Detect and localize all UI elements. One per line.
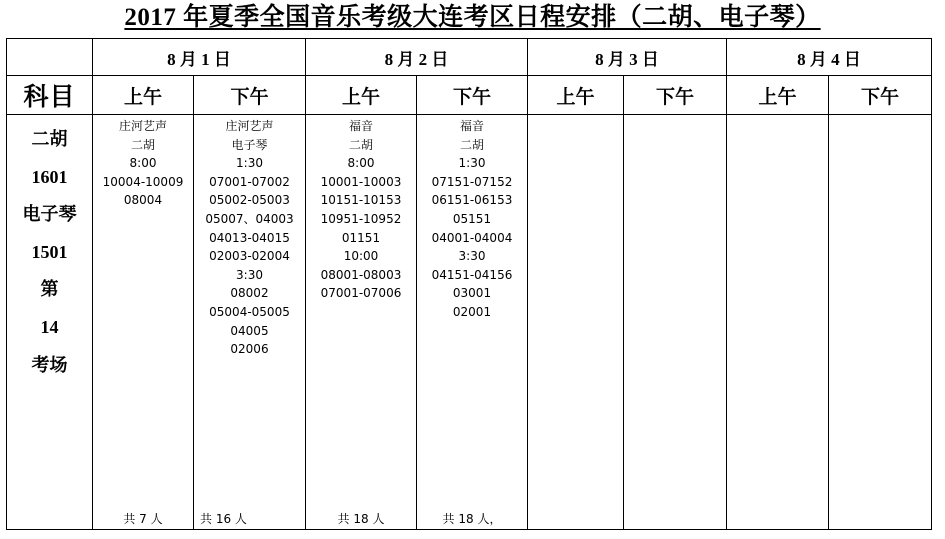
- slot-entry-line: 10004-10009: [102, 174, 184, 189]
- slot-entry-line: 04001-04004: [431, 230, 513, 245]
- morning-header: 上午: [528, 76, 624, 115]
- subject-line: 二胡: [31, 129, 68, 149]
- slot-entry-line: 福音: [459, 119, 484, 133]
- slot-entry-line: 08001-08003: [320, 267, 402, 282]
- slot-entry-line: 庄河艺声: [118, 119, 167, 133]
- slot-entry-line: 3:30: [236, 267, 263, 282]
- slot-entry-line: 05004-05005: [209, 304, 290, 319]
- slot-entry-line: 02003-02004: [209, 249, 290, 264]
- slot-entry-line: 8:00: [129, 156, 157, 171]
- slot-entry-line: 06151-06153: [431, 193, 513, 208]
- half-day-header-row: [7, 76, 932, 115]
- slot-entries: [306, 115, 416, 303]
- slot-entry-line: 电子琴: [231, 137, 268, 152]
- slot-total: 共 18 人: [337, 512, 385, 526]
- slot-entry-line: 07001-07002: [209, 174, 290, 189]
- slot-entry-line: 05002-05003: [209, 193, 290, 208]
- slot-entry-line: 二胡: [348, 137, 373, 152]
- slot-entry-line: 1:30: [458, 156, 486, 171]
- subject-line: 1601: [31, 166, 68, 187]
- slot-entries: [829, 115, 931, 117]
- morning-header: 上午: [727, 76, 829, 115]
- slot-entry-line: 04005: [230, 323, 269, 338]
- slot-entry-line: 08002: [230, 286, 269, 301]
- slot-entry-line: 03001: [452, 286, 492, 301]
- slot-entry-line: 02006: [230, 342, 269, 357]
- slot-entry-line: 07001-07006: [320, 286, 402, 301]
- afternoon-header: 下午: [194, 76, 306, 115]
- slot-entries: [93, 115, 193, 210]
- subject-header: 科目: [7, 76, 93, 115]
- slot-entry-line: 02001: [452, 304, 492, 319]
- slot-aug4-morning: [727, 115, 829, 530]
- date-header-row: [7, 39, 932, 76]
- corner-cell: [7, 39, 93, 76]
- slot-aug4-afternoon: [829, 115, 932, 530]
- afternoon-header: 下午: [417, 76, 528, 115]
- slot-aug2-afternoon: [417, 115, 528, 530]
- subject-line: 14: [40, 316, 59, 337]
- schedule-table: [6, 38, 932, 530]
- slot-entry-line: 福音: [348, 119, 373, 133]
- slot-aug2-morning: [306, 115, 417, 530]
- slot-aug3-afternoon: [624, 115, 727, 530]
- subject-line: 电子琴: [22, 204, 77, 225]
- slot-entry-line: 01151: [341, 230, 381, 245]
- slot-entry-line: 04151-04156: [431, 267, 513, 282]
- slot-total: 共 7 人: [123, 512, 163, 526]
- slot-aug3-morning: [528, 115, 624, 530]
- subject-line: 考场: [31, 354, 68, 375]
- slot-aug1-afternoon: [194, 115, 306, 530]
- slot-entries: [727, 115, 828, 117]
- subject-line: 1501: [31, 241, 68, 262]
- slot-entries: [194, 115, 305, 359]
- slot-entries: [528, 115, 623, 117]
- slot-entry-line: 05007、04003: [205, 211, 294, 226]
- slot-entry-line: 庄河艺声: [225, 119, 274, 133]
- date-header-aug-1: 8 月 1 日: [93, 39, 306, 76]
- slot-entry-line: 二胡: [459, 137, 484, 152]
- slot-entries: [624, 115, 726, 117]
- slot-entry-line: 8:00: [347, 156, 375, 171]
- schedule-body-row: [7, 115, 932, 530]
- date-header-aug-3: 8 月 3 日: [528, 39, 727, 76]
- afternoon-header: 下午: [624, 76, 727, 115]
- slot-entry-line: 10:00: [343, 249, 379, 264]
- date-header-aug-2: 8 月 2 日: [306, 39, 528, 76]
- slot-aug1-morning: [93, 115, 194, 530]
- slot-entry-line: 05151: [452, 211, 492, 226]
- slot-entry-line: 08004: [123, 193, 163, 208]
- slot-entry-line: 二胡: [130, 137, 155, 152]
- date-header-aug-4: 8 月 4 日: [727, 39, 932, 76]
- page-title: 2017 年夏季全国音乐考级大连考区日程安排（二胡、电子琴）: [124, 4, 821, 31]
- slot-entry-line: 10001-10003: [320, 174, 402, 189]
- subject-line: 第: [40, 279, 59, 300]
- slot-total: 共 16 人: [200, 512, 247, 526]
- slot-entry-line: 04013-04015: [209, 230, 290, 245]
- subject-cell: [7, 115, 93, 530]
- morning-header: 上午: [93, 76, 194, 115]
- slot-entry-line: 10951-10952: [320, 211, 402, 226]
- afternoon-header: 下午: [829, 76, 932, 115]
- slot-entry-line: 07151-07152: [431, 174, 513, 189]
- morning-header: 上午: [306, 76, 417, 115]
- slot-entry-line: 3:30: [458, 249, 486, 264]
- slot-entry-line: 10151-10153: [320, 193, 402, 208]
- slot-entries: [417, 115, 527, 322]
- slot-entry-line: 1:30: [236, 156, 263, 171]
- slot-total: 共 18 人，: [442, 512, 502, 526]
